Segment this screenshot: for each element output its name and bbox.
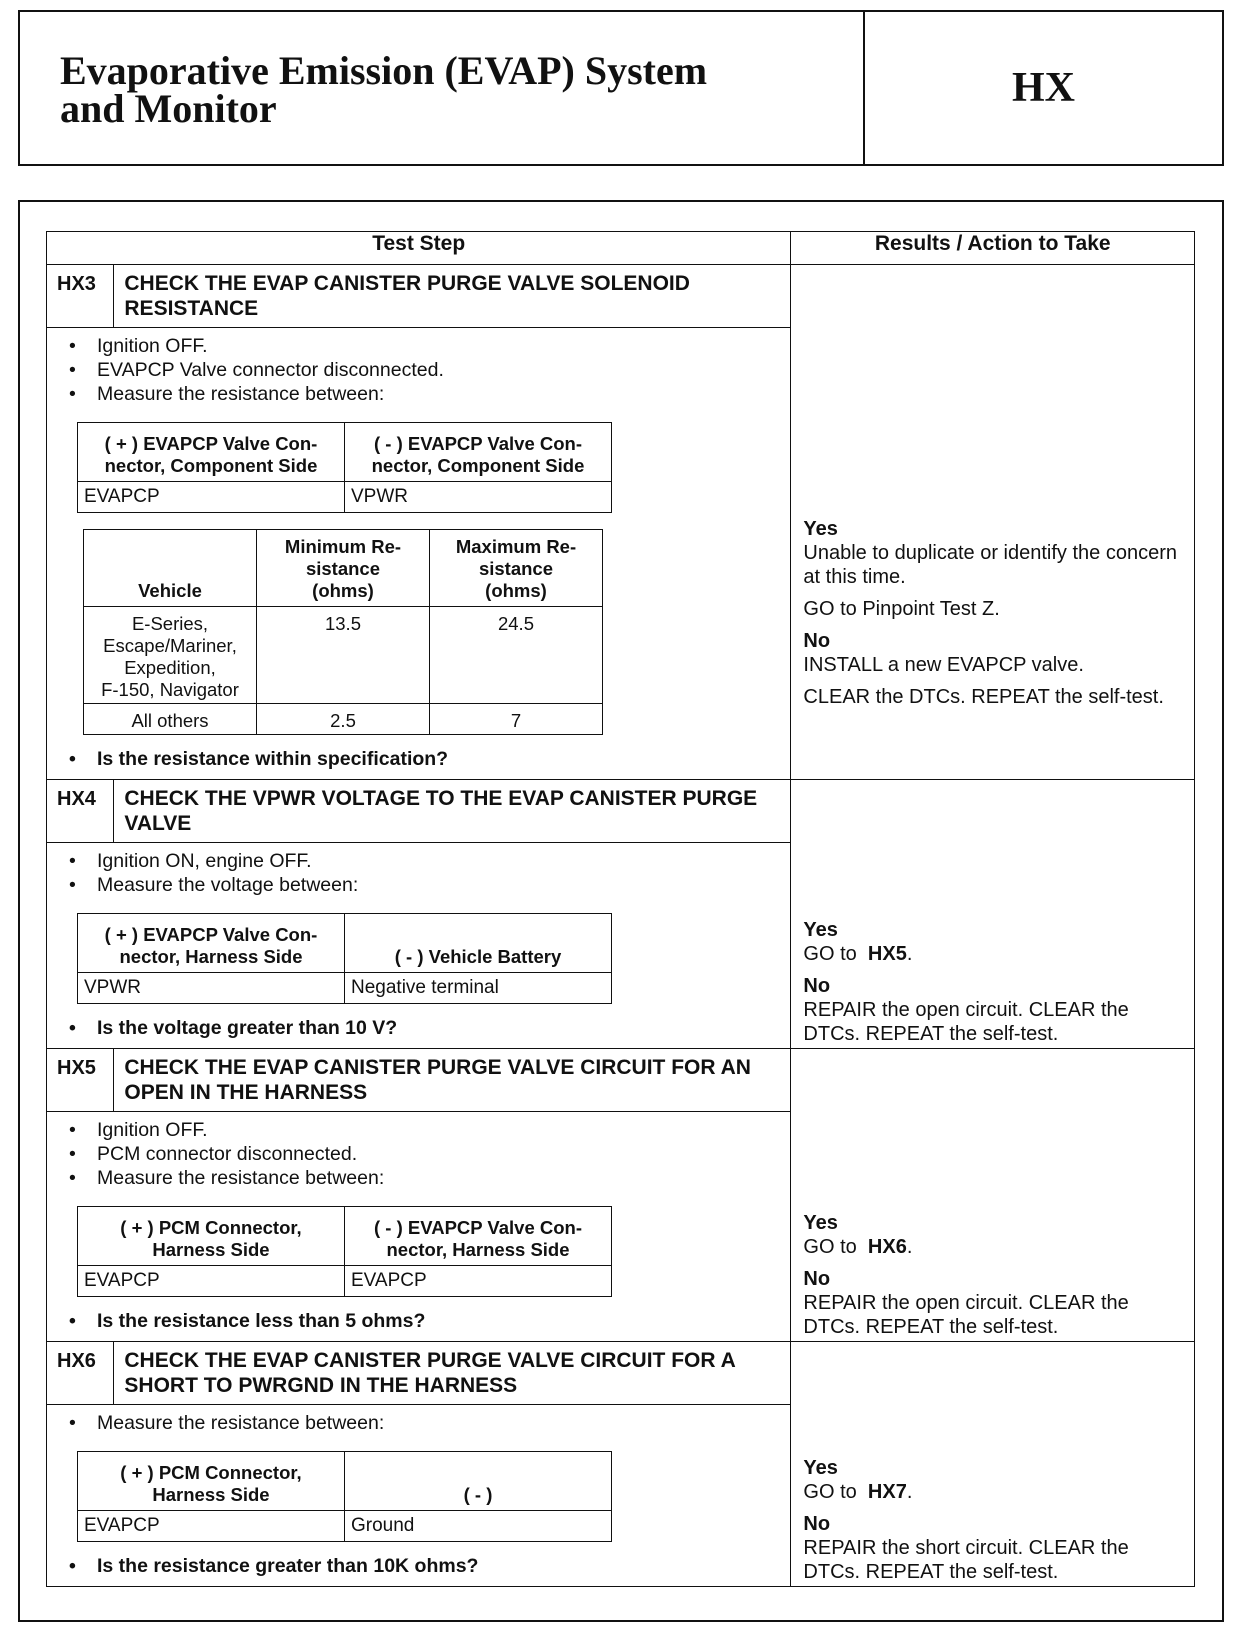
step-title: CHECK THE VPWR VOLTAGE TO THE EVAP CANISTER PURGE VALVE — [114, 780, 791, 843]
bullet-item: • Ignition OFF. — [67, 1118, 780, 1142]
conn-value-positive: EVAPCP — [78, 1266, 345, 1297]
step-id: HX6 — [47, 1342, 114, 1405]
no-text: INSTALL a new EVAPCP valve. — [803, 654, 1084, 676]
yes-go-text: GO to — [803, 1481, 857, 1503]
bullet-item: • Ignition ON, engine OFF. — [67, 849, 780, 873]
step-hx3-result — [791, 265, 1195, 780]
step-hx6-body — [47, 1405, 791, 1587]
yes-label: Yes — [803, 518, 838, 540]
conn-header-negative: ( - ) — [345, 1452, 612, 1511]
bullet-item: • Measure the resistance between: — [67, 382, 780, 406]
conn-value-negative: Ground — [345, 1511, 612, 1542]
step-question: • Is the voltage greater than 10 V? — [67, 1016, 780, 1040]
no-label: No — [803, 975, 831, 997]
step-hx5-body — [47, 1112, 791, 1342]
step-hx5-result: Yes GO to HX6. No REPAIR the open circuit. CLEAR the DTCs. REPEAT the self-test. — [791, 1049, 1195, 1342]
conn-value-positive: EVAPCP — [78, 1511, 345, 1542]
conn-value-positive: VPWR — [78, 973, 345, 1004]
step-question: • Is the resistance within specification? — [67, 747, 780, 771]
yes-step-ref: HX7 — [867, 1481, 907, 1503]
no-text: REPAIR the open circuit. CLEAR the DTCs. REPEAT the self-test. — [803, 999, 1129, 1045]
yes-go-text: GO to — [803, 943, 857, 965]
conn-value-negative: EVAPCP — [345, 1266, 612, 1297]
resistance-spec-table — [83, 529, 603, 735]
spec-header-vehicle: Vehicle — [84, 530, 257, 607]
step-id: HX5 — [47, 1049, 114, 1112]
yes-step-ref: HX5 — [867, 943, 907, 965]
connector-table — [77, 913, 612, 1004]
yes-text: Unable to duplicate or identify the concern at this time. — [803, 542, 1177, 588]
spec-header-min: Minimum Re- sistance (ohms) — [257, 530, 430, 607]
step-hx3-body — [47, 328, 791, 780]
yes-step-ref: HX6 — [867, 1236, 907, 1258]
connector-table — [77, 422, 612, 513]
no-text: REPAIR the short circuit. CLEAR the DTCs. REPEAT the self-test. — [803, 1537, 1129, 1583]
step-hx6-result: Yes GO to HX7. No REPAIR the short circuit. CLEAR the DTCs. REPEAT the self-test. — [791, 1342, 1195, 1587]
conn-value-negative: Negative terminal — [345, 973, 612, 1004]
spec-max: 24.5 — [430, 607, 603, 704]
no-label: No — [803, 630, 831, 652]
conn-value-positive: EVAPCP — [78, 482, 345, 513]
table-row — [84, 704, 603, 735]
step-question: • Is the resistance less than 5 ohms? — [67, 1309, 780, 1333]
no-text-2: CLEAR the DTCs. REPEAT the self-test. — [803, 686, 1164, 708]
test-step-table — [46, 231, 1195, 1587]
connector-table — [77, 1206, 612, 1297]
spec-header-max: Maximum Re- sistance (ohms) — [430, 530, 603, 607]
no-text: REPAIR the open circuit. CLEAR the DTCs. REPEAT the self-test. — [803, 1292, 1129, 1338]
yes-label: Yes — [803, 919, 838, 941]
conn-header-positive: ( + ) EVAPCP Valve Con- nector, Component Side — [78, 423, 345, 482]
step-question: • Is the resistance greater than 10K ohms? — [67, 1554, 780, 1578]
table-header-row — [47, 232, 1195, 265]
conn-header-positive: ( + ) PCM Connector, Harness Side — [78, 1452, 345, 1511]
yes-label: Yes — [803, 1457, 838, 1479]
page-header — [18, 10, 1224, 166]
step-hx4-body — [47, 843, 791, 1049]
section-code: HX — [1012, 65, 1075, 111]
bullet-item: • PCM connector disconnected. — [67, 1142, 780, 1166]
step-hx4-result: Yes GO to HX5. No REPAIR the open circuit. CLEAR the DTCs. REPEAT the self-test. — [791, 780, 1195, 1049]
step-title: CHECK THE EVAP CANISTER PURGE VALVE SOLENOID RESISTANCE — [114, 265, 791, 328]
yes-label: Yes — [803, 1212, 838, 1234]
step-hx3-title-row — [47, 265, 1195, 328]
spec-vehicle: All others — [84, 704, 257, 735]
step-id: HX4 — [47, 780, 114, 843]
conn-header-negative: ( - ) EVAPCP Valve Con- nector, Harness Side — [345, 1207, 612, 1266]
spec-vehicle: E-Series, Escape/Mariner, Expedition, F-150, Navigator — [84, 607, 257, 704]
bullet-item: • Measure the voltage between: — [67, 873, 780, 897]
step-title: CHECK THE EVAP CANISTER PURGE VALVE CIRCUIT FOR AN OPEN IN THE HARNESS — [114, 1049, 791, 1112]
bullet-item: • EVAPCP Valve connector disconnected. — [67, 358, 780, 382]
col-header-test-step: Test Step — [47, 232, 791, 265]
spec-min: 2.5 — [257, 704, 430, 735]
bullet-item: • Measure the resistance between: — [67, 1166, 780, 1190]
conn-header-positive: ( + ) PCM Connector, Harness Side — [78, 1207, 345, 1266]
step-hx4-title-row — [47, 780, 1195, 843]
spec-max: 7 — [430, 704, 603, 735]
bullet-item: • Ignition OFF. — [67, 334, 780, 358]
conn-header-positive: ( + ) EVAPCP Valve Con- nector, Harness Side — [78, 914, 345, 973]
col-header-results: Results / Action to Take — [791, 232, 1195, 265]
conn-header-negative: ( - ) Vehicle Battery — [345, 914, 612, 973]
step-hx6-title-row — [47, 1342, 1195, 1405]
page-title: Evaporative Emission (EVAP) System and Monitor — [60, 48, 708, 131]
step-id: HX3 — [47, 265, 114, 328]
yes-go-text: GO to Pinpoint Test Z. — [803, 598, 1000, 620]
step-hx5-title-row — [47, 1049, 1195, 1112]
no-label: No — [803, 1268, 831, 1290]
yes-go-text: GO to — [803, 1236, 857, 1258]
spec-min: 13.5 — [257, 607, 430, 704]
connector-table — [77, 1451, 612, 1542]
conn-header-negative: ( - ) EVAPCP Valve Con- nector, Component Side — [345, 423, 612, 482]
bullet-item: • Measure the resistance between: — [67, 1411, 780, 1435]
step-title: CHECK THE EVAP CANISTER PURGE VALVE CIRCUIT FOR A SHORT TO PWRGND IN THE HARNESS — [114, 1342, 791, 1405]
table-row — [84, 607, 603, 704]
no-label: No — [803, 1513, 831, 1535]
conn-value-negative: VPWR — [345, 482, 612, 513]
